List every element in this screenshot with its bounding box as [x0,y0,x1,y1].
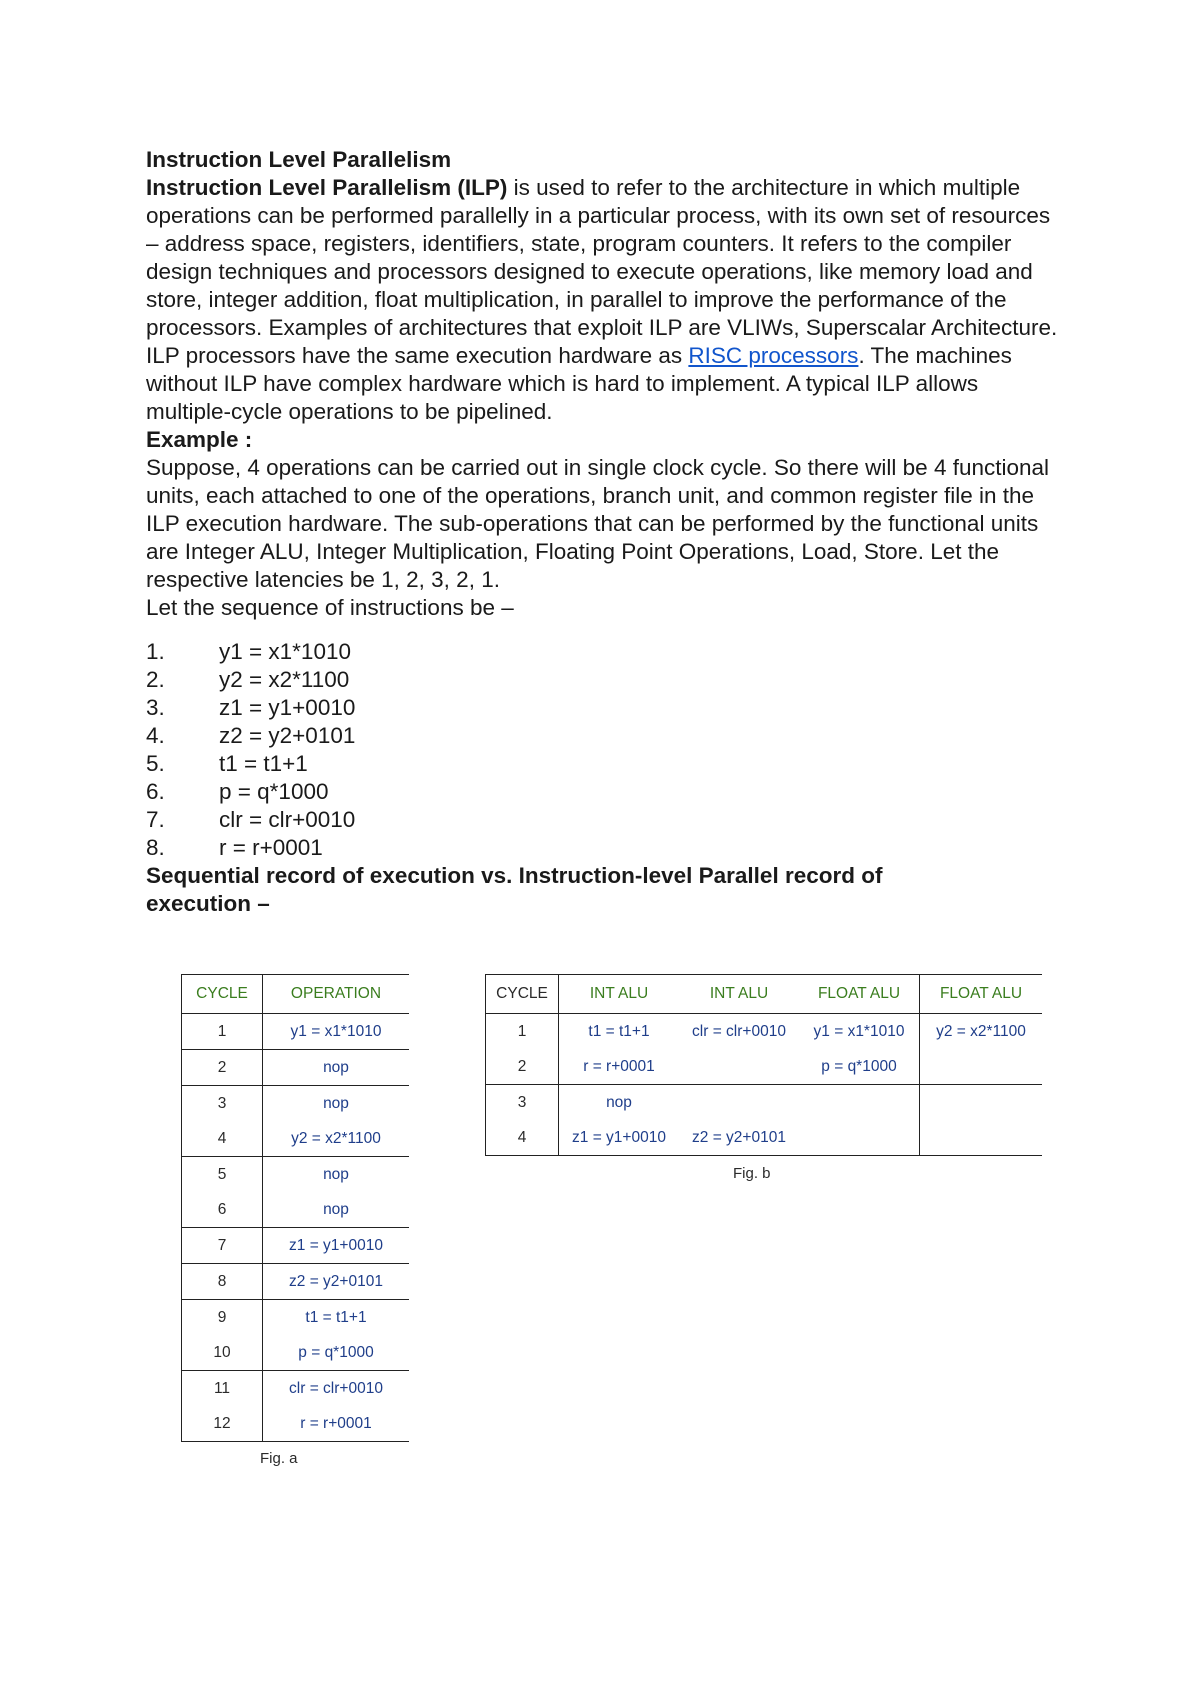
example-paragraph: Suppose, 4 operations can be carried out in single clock cycle. So there will be 4 functional units, each attached to one of the operations, branch unit, and common register file in the ILP execution hardware. The sub-operations that can be performed by the functional units are Integer ALU, Integer Multiplication, Floating Point Operations, Load, Store. Let the respective latencies be 1, 2, 3, 2, 1. [146,455,1050,592]
table-row [182,1264,410,1300]
table-cell: nop [606,1093,632,1111]
table-cell: t1 = t1+1 [305,1308,367,1326]
column-header: CYCLE [486,975,559,1014]
table-cell: z1 = y1+0010 [263,1228,410,1264]
list-item [146,778,1066,806]
list-item [146,834,1066,862]
example-heading: Example : [146,427,253,452]
table-cell: z2 = y2+0101 [679,1120,799,1156]
column-header: INT ALU [679,975,799,1014]
risc-processors-link[interactable]: RISC processors [688,343,859,368]
table-cell [920,1049,1043,1085]
table-row [182,1086,410,1122]
table-cell: 5 [182,1157,263,1193]
figure-b-caption: Fig. b [733,1165,771,1182]
table-cell: p = q*1000 [799,1049,920,1085]
table-cell: clr = clr+0010 [289,1379,383,1397]
table-cell: 8 [182,1264,263,1300]
figure-a [181,974,409,1442]
table-row [182,1406,410,1442]
table-cell: 2 [182,1050,263,1086]
table-row [182,1228,410,1264]
column-header: FLOAT ALU [920,975,1043,1014]
table-cell [799,1085,920,1121]
table-row [182,1300,410,1336]
list-item-number: 7. [146,807,165,832]
intro-text: is used to refer to the architecture in which multiple operations can be performed parallelly in a particular process, with its own set of resources – address space, registers, identifiers, state, program counters. It refers to the compiler design techniques and processors designed to execute operations, like memory load and store, integer addition, float multiplication, in parallel to improve the performance of the processors. Examples of architectures that exploit ILP are VLIWs, Superscalar Architecture. [146,175,1058,340]
list-item [146,666,1066,694]
list-item-text: z1 = y1+0010 [219,695,356,720]
table-cell: nop [263,1050,410,1086]
table-cell: t1 = t1+1 [588,1022,650,1040]
document-title: Instruction Level Parallelism [146,147,452,172]
table-cell [920,1120,1043,1156]
risc-paragraph [146,342,1066,426]
table-cell: y1 = x1*1010 [263,1014,410,1050]
table-cell: r = r+0001 [263,1406,410,1442]
figure-a-caption: Fig. a [260,1450,298,1467]
table-cell: 7 [182,1228,263,1264]
intro-paragraph [146,174,1066,342]
table-cell: 2 [486,1049,559,1085]
list-item [146,722,1066,750]
table-cell: 4 [182,1121,263,1157]
list-item-number: 8. [146,835,165,860]
table-cell: 12 [182,1406,263,1442]
table-cell: z2 = y2+0101 [263,1264,410,1300]
list-item-text: y2 = x2*1100 [219,667,350,692]
figure-b [485,974,1042,1156]
table-cell: 3 [182,1086,263,1122]
list-item-text: t1 = t1+1 [219,751,308,776]
table-cell: 1 [486,1014,559,1050]
risc-text-after: . The machines without ILP have complex hardware which is hard to implement. A typical ILP allows multiple-cycle operations to be pipelined. [146,343,1012,424]
list-item-text: r = r+0001 [219,835,323,860]
sequence-intro: Let the sequence of instructions be – [146,595,514,620]
table-cell: 1 [182,1014,263,1050]
list-item-number: 2. [146,667,165,692]
table-row [182,1121,410,1157]
table-cell: clr = clr+0010 [692,1022,786,1040]
list-item-number: 4. [146,723,165,748]
table-cell: 11 [182,1371,263,1407]
parallel-table [485,974,1042,1156]
table-cell [679,1085,799,1121]
list-item-number: 6. [146,779,165,804]
table-row [182,1014,410,1050]
table-cell: nop [263,1192,410,1228]
column-header: FLOAT ALU [799,975,920,1014]
section-heading: Sequential record of execution vs. Instruction-level Parallel record of execution – [146,863,883,916]
table-cell: 9 [182,1300,263,1336]
table-cell: y2 = x2*1100 [936,1022,1026,1040]
list-item-text: p = q*1000 [219,779,329,804]
table-row [486,1085,1043,1121]
list-item-number: 3. [146,695,165,720]
table-cell [799,1120,920,1156]
table-cell: r = r+0001 [559,1049,680,1085]
sequential-table [181,974,409,1442]
column-header: INT ALU [559,975,680,1014]
list-item [146,694,1066,722]
list-item-text: y1 = x1*1010 [219,639,351,664]
table-cell [679,1049,799,1085]
table-row [486,1120,1043,1156]
list-item-text: z2 = y2+0101 [219,723,356,748]
table-cell: 3 [486,1085,559,1121]
table-cell [920,1085,1043,1121]
table-header-row [486,975,1043,1014]
list-item-text: clr = clr+0010 [219,807,356,832]
list-item-number: 1. [146,639,165,664]
column-header: OPERATION [263,975,410,1014]
table-cell: z1 = y1+0010 [559,1120,680,1156]
table-cell: nop [323,1094,349,1112]
table-row [182,1371,410,1407]
intro-term: Instruction Level Parallelism (ILP) [146,175,508,200]
table-cell: 6 [182,1192,263,1228]
table-row [182,1192,410,1228]
table-cell: y1 = x1*1010 [799,1014,920,1050]
risc-text-before: ILP processors have the same execution hardware as [146,343,689,368]
table-cell: y2 = x2*1100 [263,1121,410,1157]
list-item [146,806,1066,834]
table-row [182,1157,410,1193]
column-header: CYCLE [182,975,263,1014]
list-item [146,750,1066,778]
list-item [146,638,1066,666]
table-cell: 4 [486,1120,559,1156]
table-cell: p = q*1000 [263,1335,410,1371]
table-header-row [182,975,410,1014]
document-body [146,146,1066,918]
list-item-number: 5. [146,751,165,776]
table-row [182,1335,410,1371]
table-row [486,1049,1043,1085]
instruction-list [146,638,1066,862]
table-row [486,1014,1043,1050]
table-row [182,1050,410,1086]
table-cell: 10 [182,1335,263,1371]
table-cell: nop [323,1165,349,1183]
